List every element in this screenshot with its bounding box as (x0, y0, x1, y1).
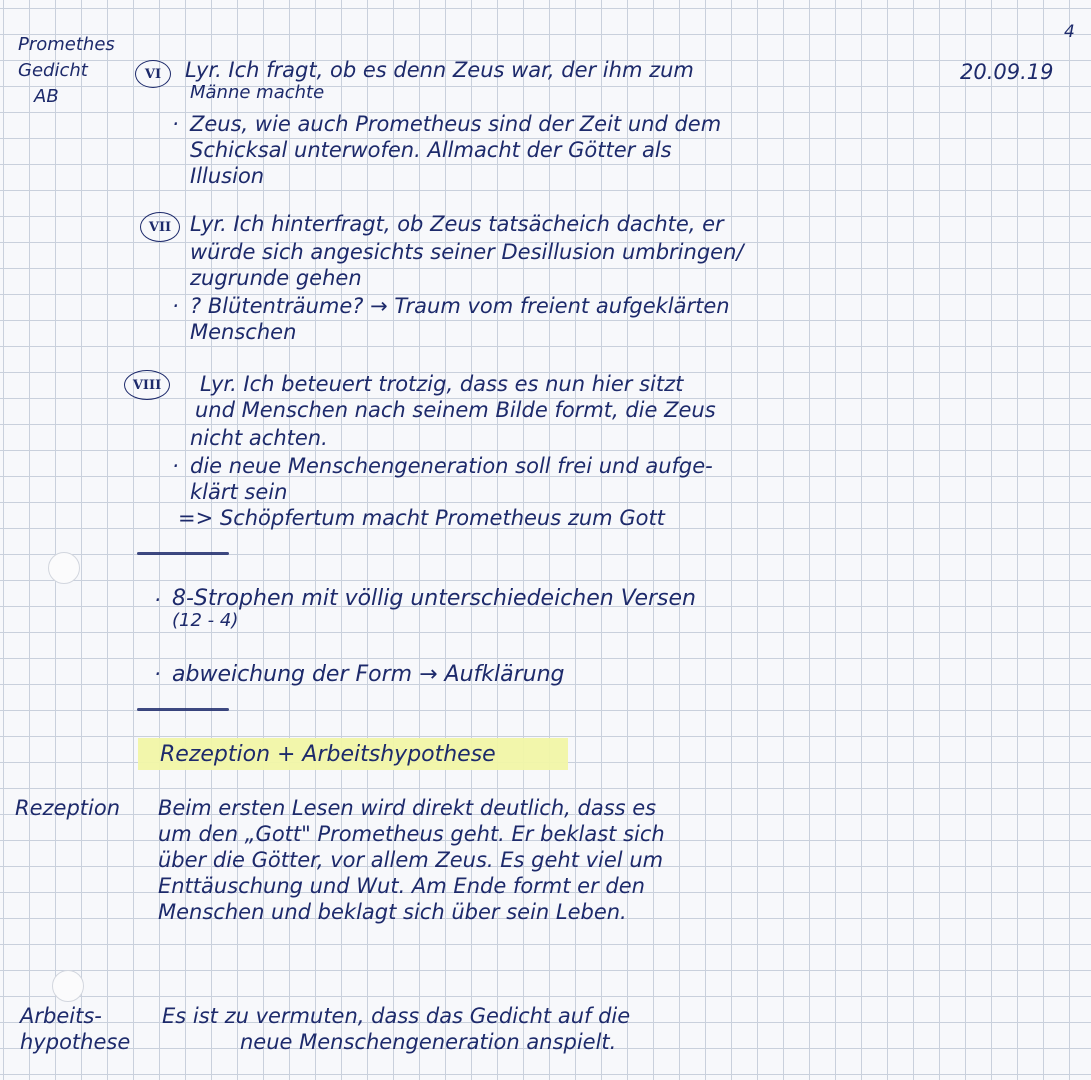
bullet-dot: · (172, 294, 179, 318)
bullet-dot: · (172, 112, 179, 136)
stanza-numeral-6: VI (135, 60, 171, 88)
margin-label-arbeits: Arbeits- (20, 1004, 102, 1028)
bullet-dot: · (154, 662, 161, 686)
stanza-8-conclusion: => Schöpfertum macht Prometheus zum Gott (178, 506, 665, 530)
stanza-8-line3: nicht achten. (190, 426, 328, 450)
rezeption-line3: über die Götter, vor allem Zeus. Es geht viel um (158, 848, 664, 872)
bullet-dot: · (172, 454, 179, 478)
stanza-7-line3: zugrunde gehen (190, 266, 362, 290)
stanza-6-line1: Lyr. Ich fragt, ob es denn Zeus war, der ihm zum (185, 58, 694, 82)
rezeption-line1: Beim ersten Lesen wird direkt deutlich, dass es (158, 796, 657, 820)
form-bullet1-line2: (12 - 4) (172, 610, 239, 631)
bullet-dot: · (154, 588, 161, 612)
hypothese-line2: neue Menschengeneration anspielt. (240, 1030, 617, 1054)
stanza-7-bullet1: ? Blütenträume? → Traum vom freient aufgeklärten (190, 294, 730, 318)
rezeption-line5: Menschen und beklagt sich über sein Leben. (158, 900, 627, 924)
stanza-6-bullet1: Zeus, wie auch Prometheus sind der Zeit und dem (190, 112, 722, 136)
stanza-numeral-8: VIII (124, 370, 170, 400)
stanza-7-line2: würde sich angesichts seiner Desillusion umbringen/ (190, 240, 744, 264)
stanza-8-line1: Lyr. Ich beteuert trotzig, dass es nun hier sitzt (200, 372, 684, 396)
stanza-6-bullet2: Schicksal unterwofen. Allmacht der Götter als (190, 138, 672, 162)
stanza-6-line2: Männe machte (190, 82, 325, 103)
rezeption-line2: um den „Gott" Prometheus geht. Er beklast sich (158, 822, 665, 846)
margin-title-line2: Gedicht (18, 60, 88, 81)
stanza-numeral-7: VII (140, 212, 180, 242)
punch-hole-top (48, 552, 80, 584)
margin-title-line1: Promethes (18, 34, 115, 55)
page-number: 4 (1064, 22, 1075, 42)
stanza-8-bullet1: die neue Menschengeneration soll frei und aufge- (190, 454, 713, 478)
punch-hole-bottom (52, 970, 84, 1002)
stanza-8-line2: und Menschen nach seinem Bilde formt, die Zeus (195, 398, 716, 422)
form-bullet1-line1: 8-Strophen mit völlig unterschiedeichen Versen (172, 586, 696, 611)
date: 20.09.19 (960, 60, 1054, 84)
form-bullet2: abweichung der Form → Aufklärung (172, 662, 565, 687)
stanza-6-bullet3: Illusion (190, 164, 265, 188)
hypothese-line1: Es ist zu vermuten, dass das Gedicht auf die (162, 1004, 631, 1028)
separator-line (137, 708, 229, 711)
stanza-7-line1: Lyr. Ich hinterfragt, ob Zeus tatsächeich dachte, er (190, 212, 724, 236)
stanza-8-bullet2: klärt sein (190, 480, 288, 504)
stanza-7-bullet2: Menschen (190, 320, 297, 344)
margin-label-hypothese: hypothese (20, 1030, 131, 1054)
margin-title-line3: AB (34, 86, 59, 107)
margin-label-rezeption: Rezeption (15, 796, 121, 820)
section-heading: Rezeption + Arbeitshypothese (160, 742, 496, 767)
separator-line (137, 552, 229, 555)
rezeption-line4: Enttäuschung und Wut. Am Ende formt er den (158, 874, 645, 898)
